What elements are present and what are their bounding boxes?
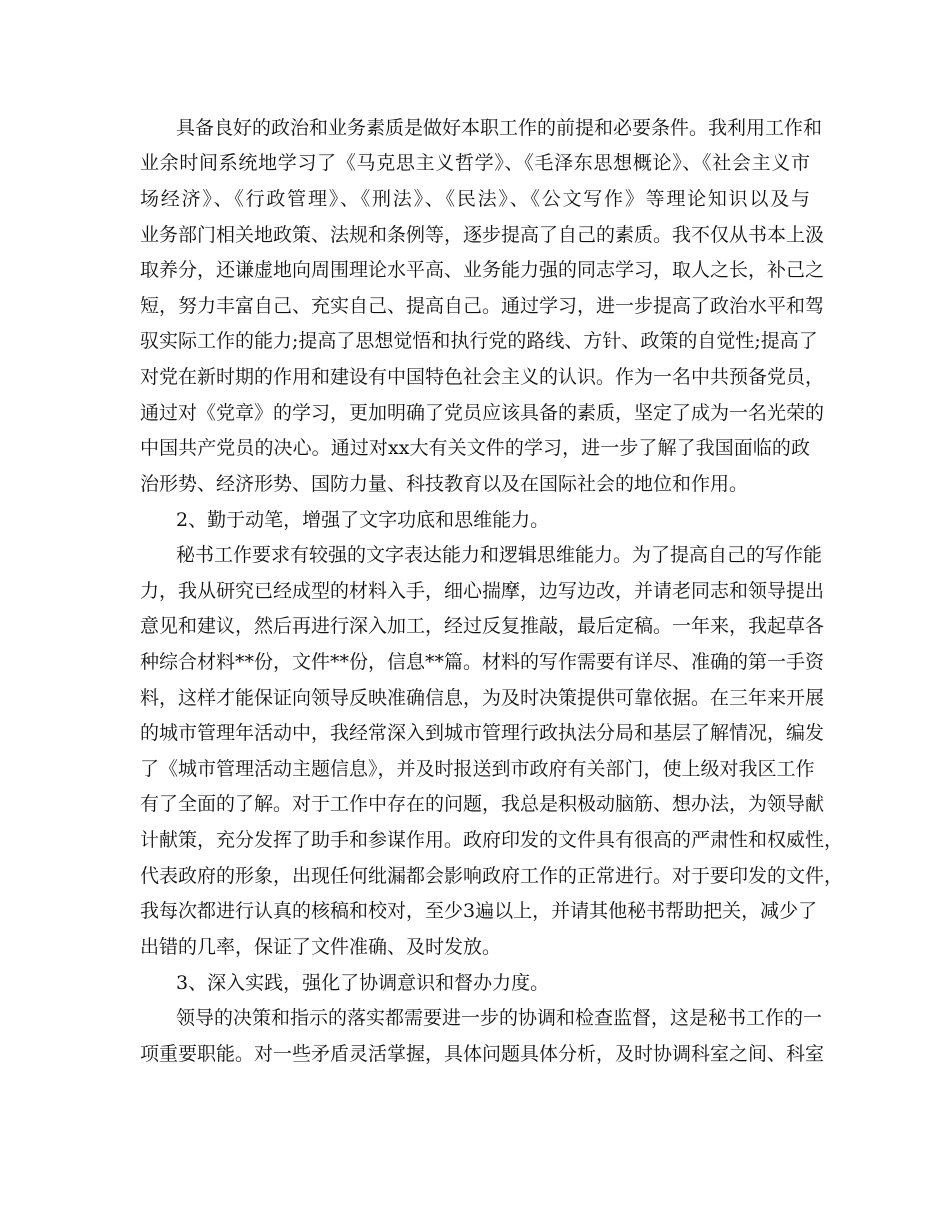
paragraph-line: 秘书工作要求有较强的文字表达能力和逻辑思维能力。为了提高自己的写作能: [176, 544, 823, 566]
paragraph-line: 的城市管理年活动中，我经常深入到城市管理行政执法分局和基层了解情况，编发: [140, 722, 825, 744]
paragraph-line: 驭实际工作的能力;提高了思想觉悟和执行党的路线、方针、政策的自觉性;提高了: [140, 330, 818, 352]
paragraph-line: 通过对《党章》的学习，更加明确了党员应该具备的素质，坚定了成为一名光荣的: [140, 402, 825, 424]
paragraph-line: 业务部门相关地政策、法规和条例等，逐步提高了自己的素质。我不仅从书本上汲: [140, 224, 825, 246]
paragraph-line: 出错的几率，保证了文件准确、及时发放。: [140, 936, 502, 958]
paragraph-line: 取养分，还谦虚地向周围理论水平高、业务能力强的同志学习，取人之长，补己之: [140, 259, 825, 281]
paragraph-line: 了《城市管理活动主题信息》，并及时报送到市政府有关部门，使上级对我区工作: [140, 758, 815, 780]
paragraph-line: 种综合材料**份，文件**份，信息**篇。材料的写作需要有详尽、准确的第一手资: [140, 651, 825, 673]
section-heading: 2、勤于动笔，增强了文字功底和思维能力。: [176, 509, 550, 531]
paragraph-line: 场经济》、《行政管理》、《刑法》、《民法》、《公文写作》等理论知识以及与: [140, 188, 810, 210]
paragraph-line: 力，我从研究已经成型的材料入手，细心揣摩，边写边改，并请老同志和领导提出: [140, 580, 825, 602]
paragraph-line: 短，努力丰富自己、充实自己、提高自己。通过学习，进一步提高了政治水平和驾: [140, 295, 825, 317]
paragraph-line: 有了全面的了解。对于工作中存在的问题，我总是积极动脑筋、想办法，为领导献: [140, 793, 825, 815]
paragraph-line: 中国共产党员的决心。通过对xx大有关文件的学习，进一步了解了我国面临的政: [140, 437, 810, 459]
section-heading: 3、深入实践，强化了协调意识和督办力度。: [176, 972, 550, 994]
paragraph-line: 代表政府的形象，出现任何纰漏都会影响政府工作的正常进行。对于要印发的文件，: [140, 865, 844, 887]
paragraph-line: 业余时间系统地学习了《马克思主义哲学》、《毛泽东思想概论》、《社会主义市: [140, 152, 810, 174]
paragraph-line: 计献策，充分发挥了助手和参谋作用。政府印发的文件具有很高的严肃性和权威性，: [140, 829, 844, 851]
paragraph-line: 领导的决策和指示的落实都需要进一步的协调和检查监督，这是秘书工作的一: [176, 1007, 823, 1029]
paragraph-line: 意见和建议，然后再进行深入加工，经过反复推敲，最后定稿。一年来，我起草各: [140, 615, 825, 637]
paragraph-line: 治形势、经济形势、国防力量、科技教育以及在国际社会的地位和作用。: [140, 473, 749, 495]
paragraph-line: 料，这样才能保证向领导反映准确信息，为及时决策提供可靠依据。在三年来开展: [140, 687, 825, 709]
paragraph-line: 对党在新时期的作用和建设有中国特色社会主义的认识。作为一名中共预备党员，: [140, 366, 825, 388]
paragraph-line: 我每次都进行认真的核稿和校对，至少3遍以上，并请其他秘书帮助把关，减少了: [140, 900, 818, 922]
paragraph-line: 具备良好的政治和业务素质是做好本职工作的前提和必要条件。我利用工作和: [176, 117, 823, 139]
paragraph-line: 项重要职能。对一些矛盾灵活掌握，具体问题具体分析，及时协调科室之间、科室: [140, 1043, 825, 1065]
